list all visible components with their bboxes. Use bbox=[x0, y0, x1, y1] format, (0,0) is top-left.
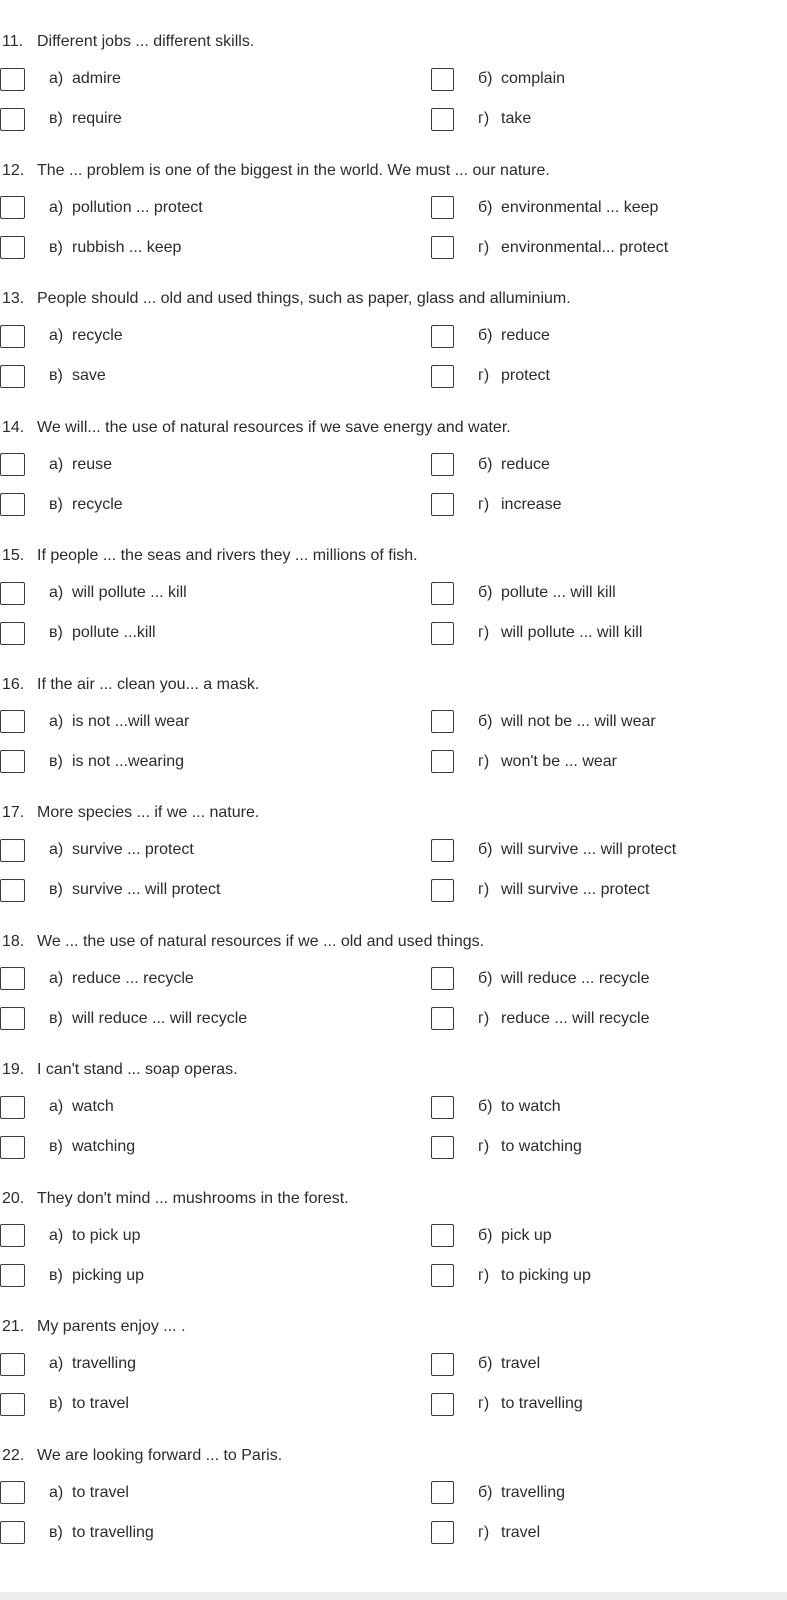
question-12 bbox=[0, 155, 787, 284]
option-v[interactable] bbox=[0, 106, 122, 132]
option-text: reduce bbox=[501, 327, 550, 344]
answer-checkbox[interactable] bbox=[0, 68, 25, 91]
option-letter: в) bbox=[49, 238, 63, 256]
question-prompt bbox=[2, 1447, 282, 1465]
answer-checkbox[interactable] bbox=[431, 1136, 454, 1159]
option-letter: а) bbox=[49, 969, 64, 987]
question-20 bbox=[0, 1183, 787, 1312]
question-number: 12. bbox=[2, 161, 25, 179]
answer-checkbox[interactable] bbox=[431, 1353, 454, 1376]
question-18 bbox=[0, 926, 787, 1055]
option-letter: в) bbox=[49, 1395, 63, 1412]
option-letter: г) bbox=[478, 1266, 490, 1284]
option-v[interactable] bbox=[0, 1134, 135, 1160]
option-text: reduce bbox=[501, 455, 550, 473]
question-21 bbox=[0, 1311, 787, 1440]
option-letter: б) bbox=[478, 1226, 493, 1244]
option-b[interactable] bbox=[431, 1094, 561, 1120]
option-letter: в) bbox=[49, 752, 63, 770]
option-letter: а) bbox=[49, 584, 64, 601]
option-letter: а) bbox=[49, 1355, 64, 1372]
question-text: My parents enjoy ... . bbox=[37, 1318, 186, 1335]
option-letter: б) bbox=[478, 70, 493, 87]
option-text: will not be ... will wear bbox=[501, 712, 656, 730]
option-text: pollution ... protect bbox=[72, 198, 203, 216]
answer-checkbox[interactable] bbox=[0, 196, 25, 219]
question-text: We ... the use of natural resources if we ... old and used things. bbox=[37, 932, 485, 950]
option-g[interactable] bbox=[431, 363, 550, 389]
option-letter: г) bbox=[478, 1138, 490, 1155]
question-prompt bbox=[2, 419, 511, 437]
option-text: to travel bbox=[72, 1483, 129, 1501]
option-b[interactable] bbox=[431, 195, 658, 221]
answer-checkbox[interactable] bbox=[0, 453, 25, 476]
answer-checkbox[interactable] bbox=[0, 622, 25, 645]
option-letter: б) bbox=[478, 327, 493, 344]
option-text: will reduce ... recycle bbox=[501, 969, 650, 987]
answer-checkbox[interactable] bbox=[0, 493, 25, 516]
option-text: environmental... protect bbox=[501, 238, 669, 256]
option-a[interactable] bbox=[0, 1094, 114, 1120]
question-17 bbox=[0, 797, 787, 926]
option-text: travel bbox=[501, 1355, 541, 1372]
answer-checkbox[interactable] bbox=[431, 365, 454, 388]
question-15 bbox=[0, 540, 787, 669]
answer-checkbox[interactable] bbox=[0, 1521, 25, 1544]
question-19 bbox=[0, 1054, 787, 1183]
option-letter: г) bbox=[478, 495, 490, 513]
option-a[interactable] bbox=[0, 452, 112, 478]
answer-checkbox[interactable] bbox=[0, 1393, 25, 1416]
option-letter: а) bbox=[49, 327, 64, 344]
option-v[interactable] bbox=[0, 492, 123, 518]
option-letter: а) bbox=[49, 70, 64, 87]
option-letter: в) bbox=[49, 1009, 63, 1027]
option-letter: в) bbox=[49, 495, 63, 513]
option-letter: б) bbox=[478, 841, 493, 858]
option-text: protect bbox=[501, 367, 550, 384]
question-number: 11. bbox=[2, 33, 24, 50]
option-letter: в) bbox=[49, 367, 63, 384]
question-number: 17. bbox=[2, 804, 25, 821]
question-text: If people ... the seas and rivers they ... millions of fish. bbox=[37, 547, 418, 564]
option-a[interactable] bbox=[0, 580, 187, 606]
option-v[interactable] bbox=[0, 749, 184, 775]
option-letter: а) bbox=[49, 1483, 64, 1501]
option-text: to watching bbox=[501, 1138, 582, 1155]
option-b[interactable] bbox=[431, 1351, 540, 1377]
answer-checkbox[interactable] bbox=[431, 1224, 454, 1247]
option-text: rubbish ... keep bbox=[72, 238, 182, 256]
option-text: will pollute ... will kill bbox=[501, 624, 643, 641]
option-a[interactable] bbox=[0, 1480, 129, 1506]
question-22 bbox=[0, 1440, 787, 1569]
option-text: require bbox=[72, 110, 122, 127]
question-number: 16. bbox=[2, 675, 25, 693]
option-b[interactable] bbox=[431, 837, 676, 863]
option-a[interactable] bbox=[0, 1351, 136, 1377]
question-16 bbox=[0, 669, 787, 798]
answer-checkbox[interactable] bbox=[431, 1264, 454, 1287]
option-a[interactable] bbox=[0, 66, 121, 92]
question-text: We are looking forward ... to Paris. bbox=[37, 1446, 283, 1464]
answer-checkbox[interactable] bbox=[0, 967, 25, 990]
option-text: will reduce ... will recycle bbox=[72, 1009, 248, 1027]
answer-checkbox[interactable] bbox=[431, 236, 454, 259]
answer-checkbox[interactable] bbox=[0, 365, 25, 388]
answer-checkbox[interactable] bbox=[0, 1264, 25, 1287]
question-prompt bbox=[2, 33, 254, 51]
option-text: travelling bbox=[72, 1355, 137, 1372]
question-prompt bbox=[2, 547, 418, 565]
option-text: recycle bbox=[72, 495, 123, 513]
option-g[interactable] bbox=[431, 620, 642, 646]
option-a[interactable] bbox=[0, 837, 194, 863]
option-letter: в) bbox=[49, 1523, 63, 1541]
option-letter: г) bbox=[478, 1395, 490, 1412]
option-text: will survive ... protect bbox=[501, 881, 650, 898]
option-b[interactable] bbox=[431, 1223, 552, 1249]
answer-checkbox[interactable] bbox=[431, 879, 454, 902]
option-text: pollute ... will kill bbox=[501, 584, 616, 601]
answer-checkbox[interactable] bbox=[0, 582, 25, 605]
option-text: pick up bbox=[501, 1226, 552, 1244]
option-letter: а) bbox=[49, 198, 64, 216]
answer-checkbox[interactable] bbox=[0, 839, 25, 862]
option-letter: г) bbox=[478, 1523, 490, 1541]
answer-checkbox[interactable] bbox=[431, 493, 454, 516]
option-letter: б) bbox=[478, 1355, 493, 1372]
option-v[interactable] bbox=[0, 877, 220, 903]
option-text: travelling bbox=[501, 1483, 566, 1501]
answer-checkbox[interactable] bbox=[431, 196, 454, 219]
answer-checkbox[interactable] bbox=[431, 1096, 454, 1119]
option-letter: г) bbox=[478, 881, 490, 898]
option-text: increase bbox=[501, 495, 562, 513]
question-prompt bbox=[2, 290, 571, 308]
option-letter: в) bbox=[49, 881, 63, 898]
option-text: watching bbox=[72, 1138, 136, 1155]
question-prompt bbox=[2, 933, 484, 951]
option-letter: г) bbox=[478, 238, 490, 256]
option-letter: б) bbox=[478, 584, 493, 601]
option-letter: б) bbox=[478, 455, 493, 473]
option-a[interactable] bbox=[0, 1223, 140, 1249]
answer-checkbox[interactable] bbox=[431, 325, 454, 348]
option-letter: а) bbox=[49, 841, 64, 858]
quiz-sheet bbox=[0, 26, 787, 1568]
option-g[interactable] bbox=[431, 235, 668, 261]
answer-checkbox[interactable] bbox=[431, 582, 454, 605]
answer-checkbox[interactable] bbox=[431, 750, 454, 773]
option-b[interactable] bbox=[431, 580, 616, 606]
option-text: won't be ... wear bbox=[501, 752, 617, 770]
option-text: watch bbox=[72, 1098, 114, 1115]
option-text: to watch bbox=[501, 1098, 561, 1115]
answer-checkbox[interactable] bbox=[0, 1096, 25, 1119]
option-text: is not ...wearing bbox=[72, 752, 185, 770]
answer-checkbox[interactable] bbox=[431, 1393, 454, 1416]
option-text: travel bbox=[501, 1523, 541, 1541]
answer-checkbox[interactable] bbox=[431, 839, 454, 862]
option-text: save bbox=[72, 367, 106, 384]
option-v[interactable] bbox=[0, 1520, 154, 1546]
answer-checkbox[interactable] bbox=[0, 108, 25, 131]
option-a[interactable] bbox=[0, 323, 123, 349]
page-bottom-divider bbox=[0, 1592, 787, 1600]
answer-checkbox[interactable] bbox=[0, 879, 25, 902]
option-g[interactable] bbox=[431, 1263, 591, 1289]
option-text: recycle bbox=[72, 327, 123, 344]
answer-checkbox[interactable] bbox=[0, 1136, 25, 1159]
option-text: environmental ... keep bbox=[501, 198, 659, 216]
option-text: admire bbox=[72, 70, 121, 87]
option-g[interactable] bbox=[431, 492, 561, 518]
option-v[interactable] bbox=[0, 363, 106, 389]
option-a[interactable] bbox=[0, 709, 189, 735]
option-text: picking up bbox=[72, 1266, 145, 1284]
question-prompt bbox=[2, 1318, 186, 1336]
question-text: We will... the use of natural resources if we save energy and water. bbox=[37, 418, 511, 436]
option-v[interactable] bbox=[0, 235, 181, 261]
option-letter: г) bbox=[478, 110, 490, 127]
option-letter: б) bbox=[478, 198, 493, 216]
question-number: 13. bbox=[2, 290, 25, 307]
option-v[interactable] bbox=[0, 1006, 247, 1032]
option-text: to travelling bbox=[501, 1395, 583, 1412]
question-13 bbox=[0, 283, 787, 412]
question-number: 19. bbox=[2, 1061, 25, 1078]
question-prompt bbox=[2, 162, 550, 180]
option-letter: б) bbox=[478, 1483, 493, 1501]
option-letter: г) bbox=[478, 1009, 490, 1027]
option-g[interactable] bbox=[431, 1006, 650, 1032]
option-text: reduce ... will recycle bbox=[501, 1009, 650, 1027]
answer-checkbox[interactable] bbox=[431, 1007, 454, 1030]
option-text: is not ...will wear bbox=[72, 712, 190, 730]
option-letter: в) bbox=[49, 110, 63, 127]
option-b[interactable] bbox=[431, 452, 550, 478]
answer-checkbox[interactable] bbox=[431, 68, 454, 91]
option-letter: б) bbox=[478, 712, 493, 730]
option-letter: а) bbox=[49, 1098, 64, 1115]
option-text: to travelling bbox=[72, 1523, 154, 1541]
answer-checkbox[interactable] bbox=[431, 710, 454, 733]
question-number: 21. bbox=[2, 1318, 25, 1335]
option-letter: б) bbox=[478, 969, 493, 987]
option-letter: в) bbox=[49, 1266, 63, 1284]
question-11 bbox=[0, 26, 787, 155]
option-v[interactable] bbox=[0, 620, 156, 646]
question-prompt bbox=[2, 1061, 238, 1079]
option-letter: г) bbox=[478, 367, 490, 384]
answer-checkbox[interactable] bbox=[431, 1481, 454, 1504]
option-b[interactable] bbox=[431, 1480, 565, 1506]
answer-checkbox[interactable] bbox=[0, 236, 25, 259]
option-letter: а) bbox=[49, 455, 64, 473]
option-text: will pollute ... kill bbox=[72, 584, 187, 601]
option-text: reuse bbox=[72, 455, 113, 473]
question-prompt bbox=[2, 804, 259, 822]
option-b[interactable] bbox=[431, 66, 565, 92]
option-b[interactable] bbox=[431, 323, 550, 349]
question-text: I can't stand ... soap operas. bbox=[37, 1061, 238, 1078]
option-text: survive ... will protect bbox=[72, 881, 221, 898]
option-b[interactable] bbox=[431, 966, 650, 992]
answer-checkbox[interactable] bbox=[0, 750, 25, 773]
option-text: complain bbox=[501, 70, 566, 87]
option-text: to pick up bbox=[72, 1226, 141, 1244]
answer-checkbox[interactable] bbox=[0, 710, 25, 733]
option-letter: а) bbox=[49, 1226, 64, 1244]
option-text: to travel bbox=[72, 1395, 129, 1412]
answer-checkbox[interactable] bbox=[0, 1481, 25, 1504]
option-text: pollute ...kill bbox=[72, 624, 156, 641]
question-text: The ... problem is one of the biggest in the world. We must ... our nature. bbox=[37, 161, 550, 179]
option-letter: г) bbox=[478, 624, 490, 641]
question-text: Different jobs ... different skills. bbox=[37, 33, 255, 50]
option-text: take bbox=[501, 110, 532, 127]
question-number: 15. bbox=[2, 547, 25, 564]
question-text: People should ... old and used things, such as paper, glass and alluminium. bbox=[37, 290, 571, 307]
question-number: 14. bbox=[2, 418, 25, 436]
answer-checkbox[interactable] bbox=[0, 1007, 25, 1030]
option-letter: б) bbox=[478, 1098, 493, 1115]
option-v[interactable] bbox=[0, 1263, 144, 1289]
option-text: survive ... protect bbox=[72, 841, 194, 858]
option-g[interactable] bbox=[431, 106, 531, 132]
answer-checkbox[interactable] bbox=[431, 967, 454, 990]
option-g[interactable] bbox=[431, 1520, 540, 1546]
option-a[interactable] bbox=[0, 195, 203, 221]
option-letter: в) bbox=[49, 1138, 63, 1155]
question-prompt bbox=[2, 676, 259, 694]
option-g[interactable] bbox=[431, 1391, 583, 1417]
option-g[interactable] bbox=[431, 749, 617, 775]
option-text: reduce ... recycle bbox=[72, 969, 194, 987]
answer-checkbox[interactable] bbox=[431, 453, 454, 476]
question-text: More species ... if we ... nature. bbox=[37, 804, 260, 821]
answer-checkbox[interactable] bbox=[0, 1353, 25, 1376]
option-g[interactable] bbox=[431, 877, 649, 903]
question-number: 20. bbox=[2, 1189, 25, 1207]
question-prompt bbox=[2, 1190, 349, 1208]
answer-checkbox[interactable] bbox=[431, 108, 454, 131]
answer-checkbox[interactable] bbox=[0, 325, 25, 348]
question-text: If the air ... clean you... a mask. bbox=[37, 675, 260, 693]
question-text: They don't mind ... mushrooms in the forest. bbox=[37, 1189, 349, 1207]
option-text: will survive ... will protect bbox=[501, 841, 677, 858]
option-a[interactable] bbox=[0, 966, 194, 992]
question-14 bbox=[0, 412, 787, 541]
option-v[interactable] bbox=[0, 1391, 129, 1417]
option-g[interactable] bbox=[431, 1134, 582, 1160]
option-letter: а) bbox=[49, 712, 64, 730]
option-text: to picking up bbox=[501, 1266, 591, 1284]
answer-checkbox[interactable] bbox=[431, 1521, 454, 1544]
option-b[interactable] bbox=[431, 709, 656, 735]
question-number: 22. bbox=[2, 1446, 25, 1464]
option-letter: г) bbox=[478, 752, 490, 770]
question-number: 18. bbox=[2, 932, 25, 950]
option-letter: в) bbox=[49, 624, 63, 641]
answer-checkbox[interactable] bbox=[431, 622, 454, 645]
answer-checkbox[interactable] bbox=[0, 1224, 25, 1247]
